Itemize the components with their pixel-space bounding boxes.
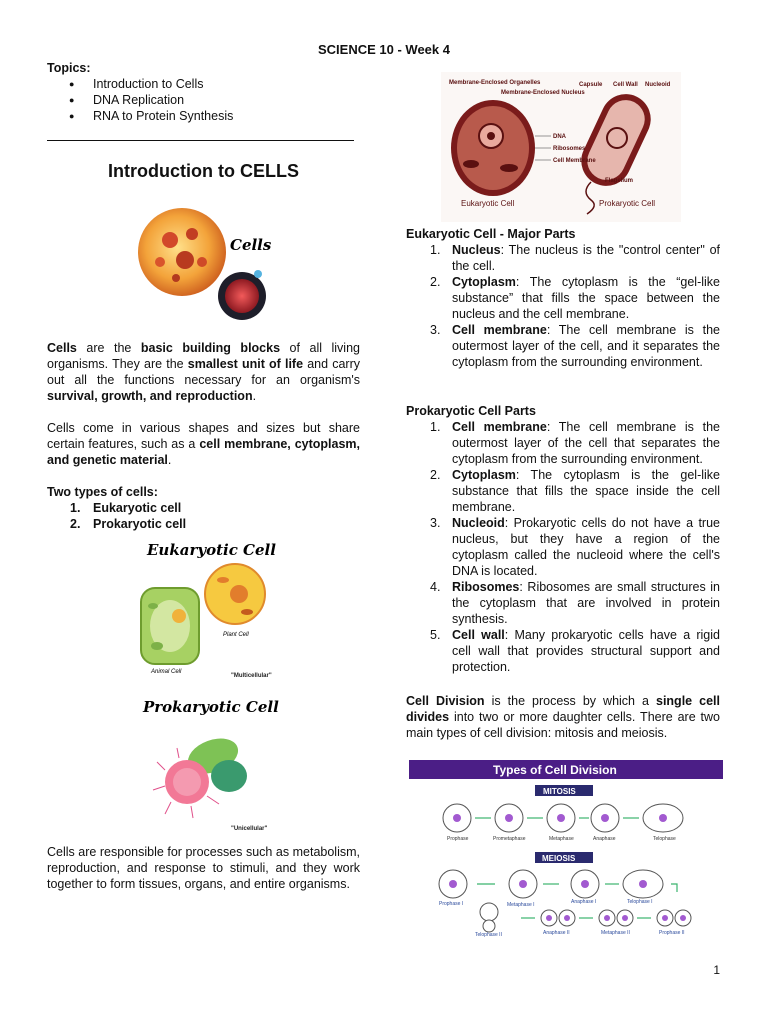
meiosis-stage-label: Prophase II [659,930,685,936]
label-prokaryotic: Prokaryotic Cell [599,199,656,208]
label-eukaryotic: Eukaryotic Cell [461,199,515,208]
list-item [406,579,720,627]
text-span: and carry out all the functions necessary for an organism's [47,357,361,387]
topic-item: ● RNA to Protein Synthesis [47,108,360,124]
term-survival: survival, growth, and reproduction [47,389,253,403]
term-building-blocks: basic building blocks [140,341,281,355]
part-text: : The cell membrane is the outermost layer of the cell, and it separates the cytoplasm from the surrounding environment. [452,323,720,369]
text-span: into two or more daughter cells. There are two main types of cell division: mitosis and meiosis. [406,710,720,740]
part-text: : Many prokaryotic cells have a rigid cell wall that provides structural support and protection. [452,628,720,674]
list-item [406,467,720,515]
features-paragraph [47,420,360,468]
term-single-cell: single cell divides [406,694,720,724]
meiosis-stage-label: Prophase I [439,901,464,907]
prokaryotic-title: Prokaryotic Cell [143,698,279,716]
mitosis-stage-label: Prophase [447,836,469,842]
divider-line [47,140,354,141]
prokaryotic-parts-section [406,403,720,675]
part-term: Ribosomes [452,580,520,594]
unicellular-caption: "Unicellular" [231,826,268,832]
text-span: . [252,389,257,403]
prokaryotic-parts-list [406,419,720,675]
label-nucleoid: Nucleoid [645,82,671,88]
label-membrane-nucleus: Membrane-Enclosed Nucleus [501,90,585,96]
label-flagellum: Flagellum [605,178,634,184]
part-term: Nucleus [452,243,501,257]
list-item [406,274,720,322]
text-span: of all living organisms. They are the [47,341,360,371]
meiosis-stage-label: Anaphase II [543,930,570,936]
label-cell-wall: Cell Wall [613,82,638,88]
page-number: 1 [713,963,720,977]
eukaryotic-title: Eukaryotic Cell [147,541,276,559]
text-span: is the process by which a [484,694,656,708]
part-term: Cell membrane [452,323,547,337]
intro-heading: Introduction to CELLS [108,161,299,181]
animal-cell-label: Animal Cell [151,669,182,675]
mitosis-stage-label: Telophase [653,836,676,842]
term-cells: Cells [47,341,77,355]
processes-paragraph: Cells are responsible for processes such as metabolism, reproduction, and response to stimuli, and they work together to form tissues, organs, and entire organisms. [47,845,360,891]
eukaryotic-parts-heading: Eukaryotic Cell - Major Parts [406,227,576,241]
list-item [406,419,720,467]
meiosis-label: MEIOSIS [542,854,576,863]
list-item [406,322,720,370]
term-cell-division: Cell Division [406,694,485,708]
mitosis-stage-label: Anaphase [593,836,616,842]
list-item [406,515,720,579]
part-term: Cytoplasm [452,468,516,482]
mitosis-stage-label: Metaphase [549,836,574,842]
type-item: Eukaryotic cell [93,501,182,515]
part-text: : The cytoplasm is the “gel-like substance” that fills the space between the nucleus and the cell membrane. [452,275,720,321]
cells-image-label: Cells [230,236,272,254]
intro-paragraph [47,340,360,404]
type-item: Prokaryotic cell [93,517,187,531]
text-span: . [167,453,172,467]
part-text: : Ribosomes are small structures in the cytoplasm that are involved in protein synthesis. [452,580,720,626]
mitosis-label: MITOSIS [543,787,576,796]
text-span: are the [76,341,141,355]
meiosis-stage-label: Anaphase I [571,899,597,905]
part-term: Cytoplasm [452,275,516,289]
plant-cell-label: Plant Cell [223,632,249,638]
label-membrane-organelles: Membrane-Enclosed Organelles [449,80,541,86]
list-item [406,627,720,675]
meiosis-stage-label: Telophase II [475,932,502,938]
label-cell-membrane: Cell Membrane [553,158,596,164]
multicellular-caption: "Multicellular" [231,673,272,679]
part-term: Cell wall [452,628,505,642]
part-text: : The nucleus is the "control center" of the cell. [452,243,720,273]
types-list [47,500,360,532]
types-label: Two types of cells: [47,485,158,499]
label-capsule: Capsule [579,82,603,88]
eukaryotic-parts-section [406,226,720,370]
part-text: : The cytoplasm is the gel-like substance that fills the space inside the cell membrane. [452,468,720,514]
meiosis-stage-label: Telophase I [627,899,653,905]
term-features: cell membrane, cytoplasm, and genetic material [47,437,360,467]
term-smallest-unit: smallest unit of life [187,357,304,371]
prokaryotic-cell-image [135,690,285,835]
topic-item: ● Introduction to Cells [47,76,360,92]
part-text: : The cell membrane is the outermost layer of the cell that separates the cytoplasm from the surrounding environment. [452,420,720,466]
part-text: : Prokaryotic cells do not have a true nucleus, but they have a region of the cytoplasm called the nucleoid where the cell's DNA is located. [452,516,720,578]
division-figure-title: Types of Cell Division [493,763,617,777]
mitosis-stage-label: Prometaphase [493,836,526,842]
topics-list [47,76,360,124]
list-item [406,242,720,274]
topics-label: Topics: [47,61,91,75]
cells-image [130,200,280,325]
prokaryotic-parts-heading: Prokaryotic Cell Parts [406,404,536,418]
meiosis-stage-label: Metaphase II [601,930,630,936]
part-term: Nucleoid [452,516,505,530]
text-span: Cells come in various shapes and sizes but share certain features, such as a [47,421,360,451]
part-term: Cell membrane [452,420,547,434]
cell-comparison-diagram [441,72,681,222]
topics-section [47,60,360,124]
label-ribosomes: Ribosomes [553,146,586,152]
cell-division-figure [409,760,723,938]
eukaryotic-cell-image [135,536,285,681]
eukaryotic-parts-list [406,242,720,370]
label-dna: DNA [553,134,566,140]
cell-division-paragraph [406,693,720,741]
page-title: SCIENCE 10 - Week 4 [318,42,450,57]
meiosis-stage-label: Metaphase I [507,902,535,908]
topic-item: ● DNA Replication [47,92,360,108]
types-section [47,484,360,532]
